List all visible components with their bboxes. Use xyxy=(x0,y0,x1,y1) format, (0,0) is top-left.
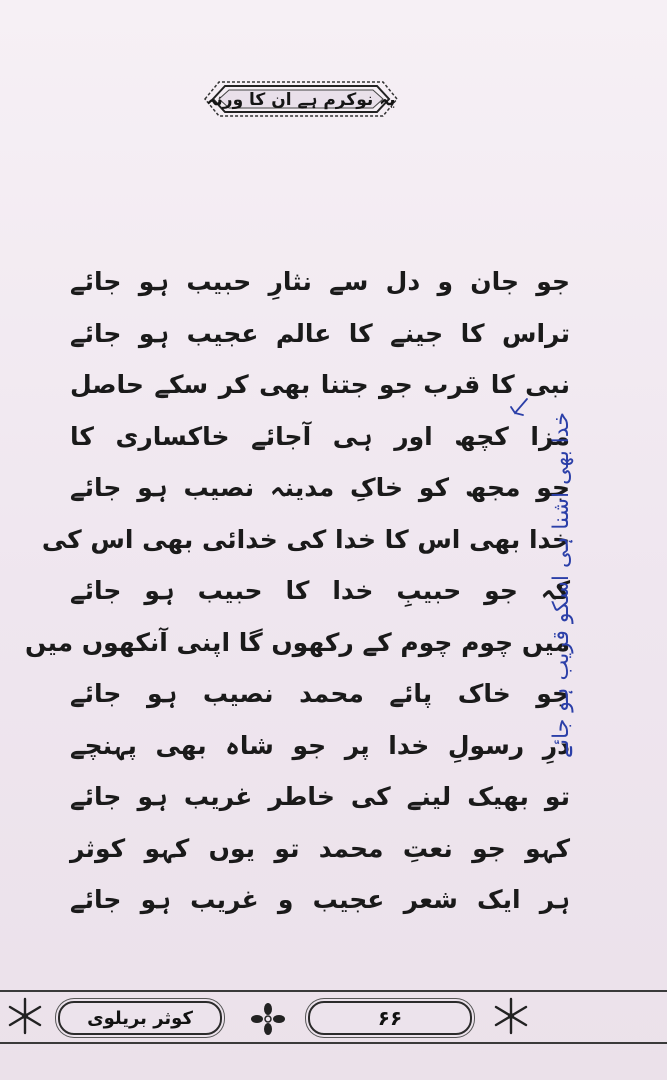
page-footer xyxy=(0,988,667,1058)
verse-line: نبی کا قرب جو جتنا بھی کر سکے حاصل xyxy=(70,370,570,399)
verse-line: خدا بھی اس کا خدا کی خدائی بھی اس کی xyxy=(41,524,570,554)
margin-arrow-icon xyxy=(505,395,535,425)
running-header-title: یہ نوکرم ہے ان کا ورنہ xyxy=(206,89,396,110)
verse-line: کہ جو حبیبِ خدا کا حبیب ہو جائے xyxy=(70,576,570,605)
footer-top-rule xyxy=(0,990,667,992)
verse-line: جو خاک پائے محمد نصیب ہو جائے xyxy=(70,679,570,708)
footer-bottom-rule xyxy=(0,1042,667,1044)
margin-note-text: خدا بھی اشنا ہی اسکو قریب ہو جائے xyxy=(549,412,574,758)
footer-author-label: کوثر بریلوی xyxy=(58,1001,222,1035)
verse-line: ہر ایک شعر عجیب و غریب ہو جائے xyxy=(70,885,570,914)
header-banner xyxy=(203,80,399,118)
page-number: ۶۶ xyxy=(308,1001,472,1035)
ornament-icon xyxy=(492,996,530,1036)
verse-line: درِ رسولِ خدا پر جو شاہ بھی پہنچے xyxy=(70,730,570,760)
verse-line: تو بھیک لینے کی خاطر غریب ہو جائے xyxy=(70,782,570,811)
verse-line: مزا کچھ اور ہی آجائے خاکساری کا xyxy=(70,421,570,451)
verse-line: تراس کا جینے کا عالم عجیب ہو جائے xyxy=(70,318,570,348)
handwritten-margin-note xyxy=(505,395,574,780)
poem xyxy=(24,256,570,926)
verse-line: کہو جو نعتِ محمد تو یوں کہو کوثر xyxy=(70,833,570,863)
verse-line: جو جان و دل سے نثارِ حبیب ہو جائے xyxy=(70,267,570,296)
verse-line: جو مجھ کو خاکِ مدینہ نصیب ہو جائے xyxy=(70,473,570,502)
verse-line: میں چوم چوم کے رکھوں گا اپنی آنکھوں میں xyxy=(24,627,570,657)
flower-ornament-icon xyxy=(250,1002,286,1036)
ornament-icon xyxy=(6,996,44,1036)
